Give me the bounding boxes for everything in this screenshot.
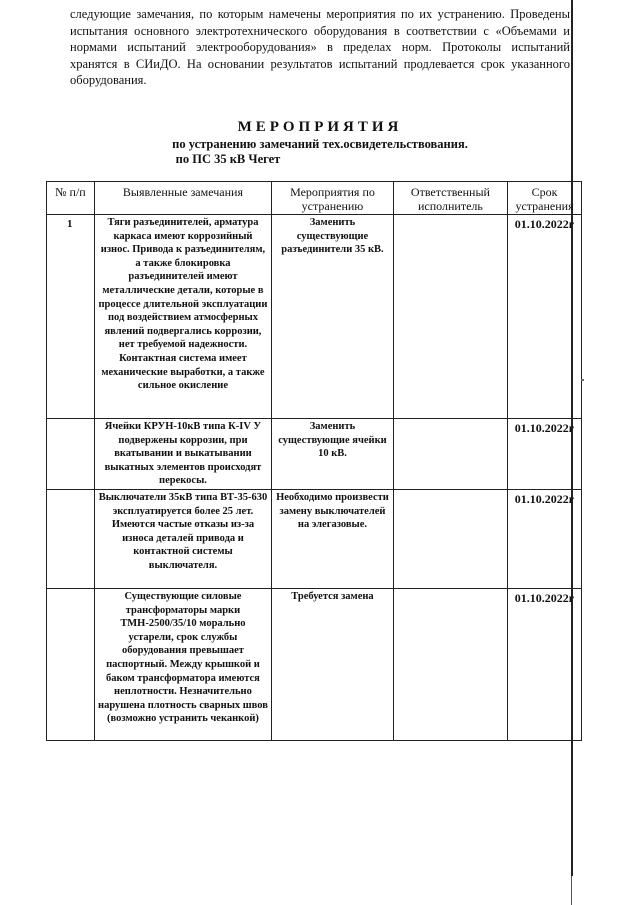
table-row [47, 419, 582, 490]
row-action: Необходимо произвести замену выключателей на элегазовые. [272, 489, 394, 588]
row-issue: Ячейки КРУН-10кВ типа К-IV У подвержены коррозии, при вкатывании и выкатывании выкатных элементов происходят перекосы. [94, 419, 271, 490]
header-deadline: Срок устранения [508, 182, 582, 215]
row-deadline: 01.10.2022г [508, 489, 582, 588]
row-deadline: 01.10.2022г [508, 215, 582, 419]
row-number: 1 [47, 215, 95, 419]
table-row [47, 588, 582, 740]
measures-table [46, 181, 582, 741]
header-responsible: Ответственный исполнитель [393, 182, 507, 215]
row-issue: Тяги разъединителей, арматура каркаса имеют коррозийный износ. Привода к разъединителям, а также блокировка разъединителей имеют металлические детали, которые в процессе длительной эксплуатации под воздействием атмосферных явлений подвергались коррозии, нет требуемой надежности. Контактная система имеет механические выработки, а также сильное окисление [94, 215, 271, 419]
scan-mark [581, 379, 584, 381]
row-responsible [393, 489, 507, 588]
row-action: Заменить существующие разъединители 35 кВ. [272, 215, 394, 419]
row-responsible [393, 588, 507, 740]
intro-paragraph: следующие замечания, по которым намечены мероприятия по их устранению. Проведены испытания основного электротехнического оборудования в соответствии с «Объемами и нормами испытаний электрооборудования» в пределах норм. Протоколы испытаний хранятся в СИиДО. На основании результатов испытаний продлевается срок указанного оборудования. [70, 7, 570, 87]
table-header-row [47, 182, 582, 215]
row-responsible [393, 419, 507, 490]
row-number [47, 489, 95, 588]
page-edge-line-lower [571, 876, 572, 905]
row-number [47, 419, 95, 490]
row-number [47, 588, 95, 740]
table-row [47, 489, 582, 588]
header-number: № п/п [47, 182, 95, 215]
header-issues: Выявленные замечания [94, 182, 271, 215]
document-object: по ПС 35 кВ Чегет [175, 152, 281, 166]
row-deadline: 01.10.2022г [508, 419, 582, 490]
document-title: МЕРОПРИЯТИЯ [237, 119, 403, 135]
row-action: Заменить существующие ячейки 10 кВ. [272, 419, 394, 490]
row-responsible [393, 215, 507, 419]
row-deadline: 01.10.2022г [508, 588, 582, 740]
row-action: Требуется замена [272, 588, 394, 740]
row-issue: Выключатели 35кВ типа ВТ-35-630 эксплуатируется более 25 лет. Имеются частые отказы из-за износа деталей привода и контактной системы выключателя. [94, 489, 271, 588]
row-issue: Существующие силовые трансформаторы марки ТМН-2500/35/10 морально устарели, срок службы оборудования превышает паспортный. Между крышкой и баком трансформатора имеются неплотности. Незначительно нарушена плотность сварных швов (возможно устранить чеканкой) [94, 588, 271, 740]
document-subtitle: по устранению замечаний тех.освидетельствования. [172, 137, 468, 151]
table-row [47, 215, 582, 419]
header-actions: Мероприятия по устранению [272, 182, 394, 215]
